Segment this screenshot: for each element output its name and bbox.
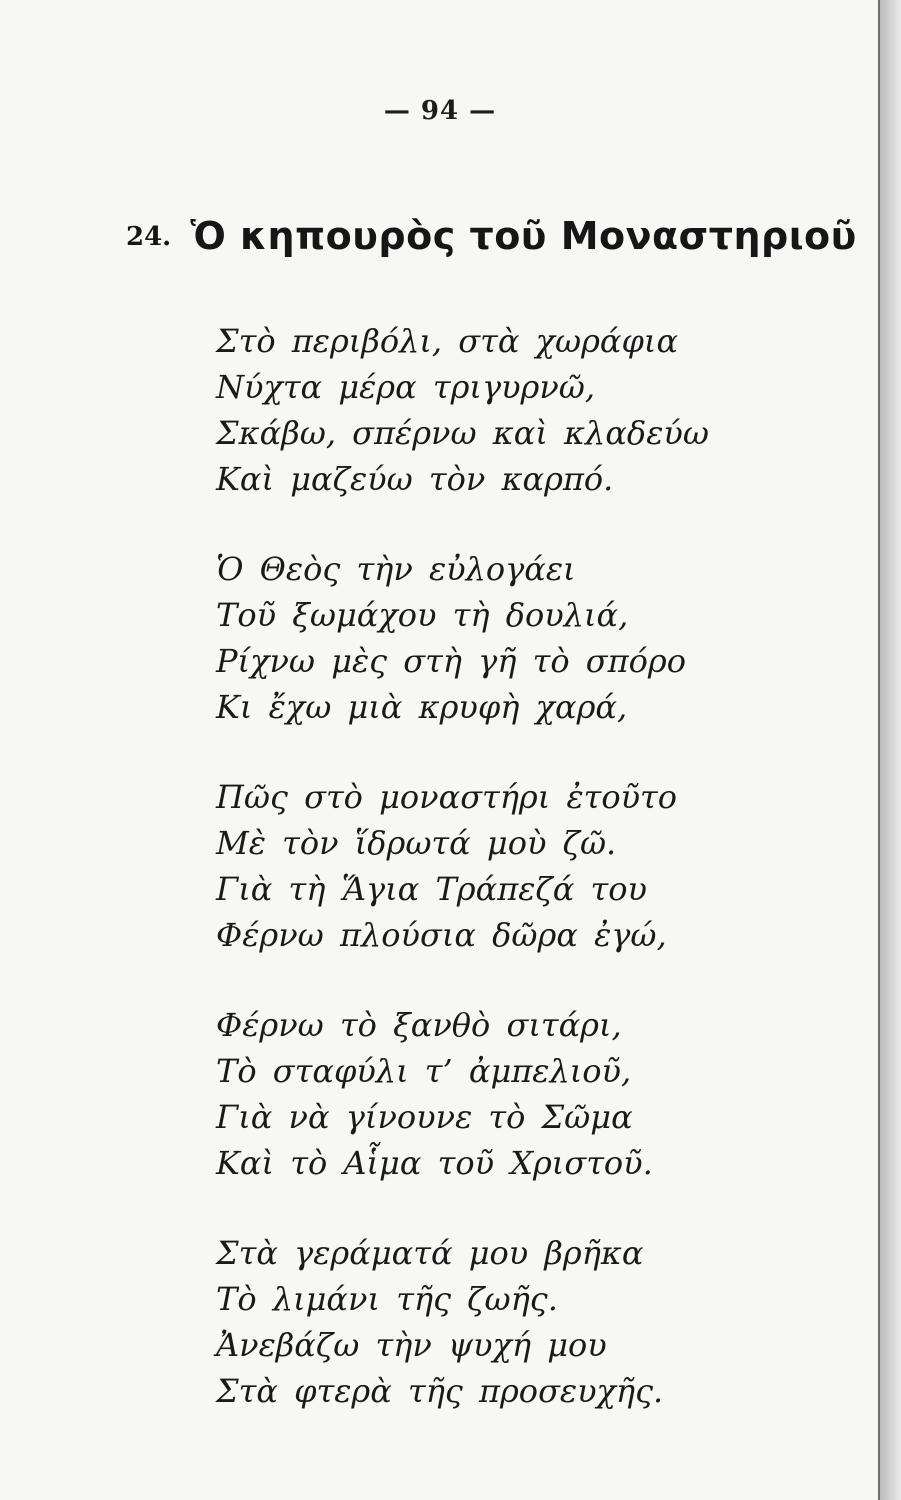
- page-number: — 94 —: [383, 96, 497, 126]
- poem-title: Ὁ κηπουρὸς τοῦ Μοναστηριοῦ: [190, 214, 857, 258]
- verse-line: Πῶς στὸ μοναστήρι ἐτοῦτο: [216, 778, 678, 816]
- verse-line: Τοῦ ξωμάχου τὴ δουλιά,: [216, 596, 629, 634]
- poem-heading: [126, 214, 857, 258]
- stanza-5: [216, 1230, 816, 1414]
- verse-line: Στὰ γεράματά μου βρῆκα: [216, 1234, 644, 1272]
- verse-line: Καὶ μαζεύω τὸν καρπό.: [216, 460, 614, 498]
- verse-line: Τὸ σταφύλι τ’ ἀμπελιοῦ,: [216, 1052, 632, 1090]
- verse-line: Φέρνω πλούσια δῶρα ἐγώ,: [216, 916, 667, 954]
- verse-line: Μὲ τὸν ἵδρωτά μοὺ ζῶ.: [216, 824, 617, 862]
- stanza-1: [216, 318, 816, 502]
- verse-line: Ἀνεβάζω τὴν ψυχή μου: [216, 1326, 607, 1364]
- poem-number: 24.: [126, 222, 172, 252]
- verse-line: Ὁ Θεὸς τὴν εὐλογάει: [216, 550, 576, 588]
- stanza-3: [216, 774, 816, 958]
- stanza-4: [216, 1002, 816, 1186]
- poem-body: [216, 318, 816, 1414]
- verse-line: Ρίχνω μὲς στὴ γῆ τὸ σπόρο: [216, 642, 686, 680]
- stanza-2: [216, 546, 816, 730]
- verse-line: Τὸ λιμάνι τῆς ζωῆς.: [216, 1280, 558, 1318]
- verse-line: Σκάβω, σπέρνω καὶ κλαδεύω: [216, 414, 709, 452]
- verse-line: Γιὰ νὰ γίνουνε τὸ Σῶμα: [216, 1098, 633, 1136]
- verse-line: Καὶ τὸ Αἷμα τοῦ Χριστοῦ.: [216, 1144, 653, 1182]
- verse-line: Κι ἔχω μιὰ κρυφὴ χαρά,: [216, 688, 628, 726]
- verse-line: Στὰ φτερὰ τῆς προσευχῆς.: [216, 1372, 664, 1410]
- verse-line: Γιὰ τὴ Ἅγια Τράπεζά του: [216, 870, 647, 908]
- page-edge-shadow: [880, 0, 901, 1500]
- verse-line: Στὸ περιβόλι, στὰ χωράφια: [216, 322, 679, 360]
- verse-line: Νύχτα μέρα τριγυρνῶ,: [216, 368, 596, 406]
- verse-line: Φέρνω τὸ ξανθὸ σιτάρι,: [216, 1006, 622, 1044]
